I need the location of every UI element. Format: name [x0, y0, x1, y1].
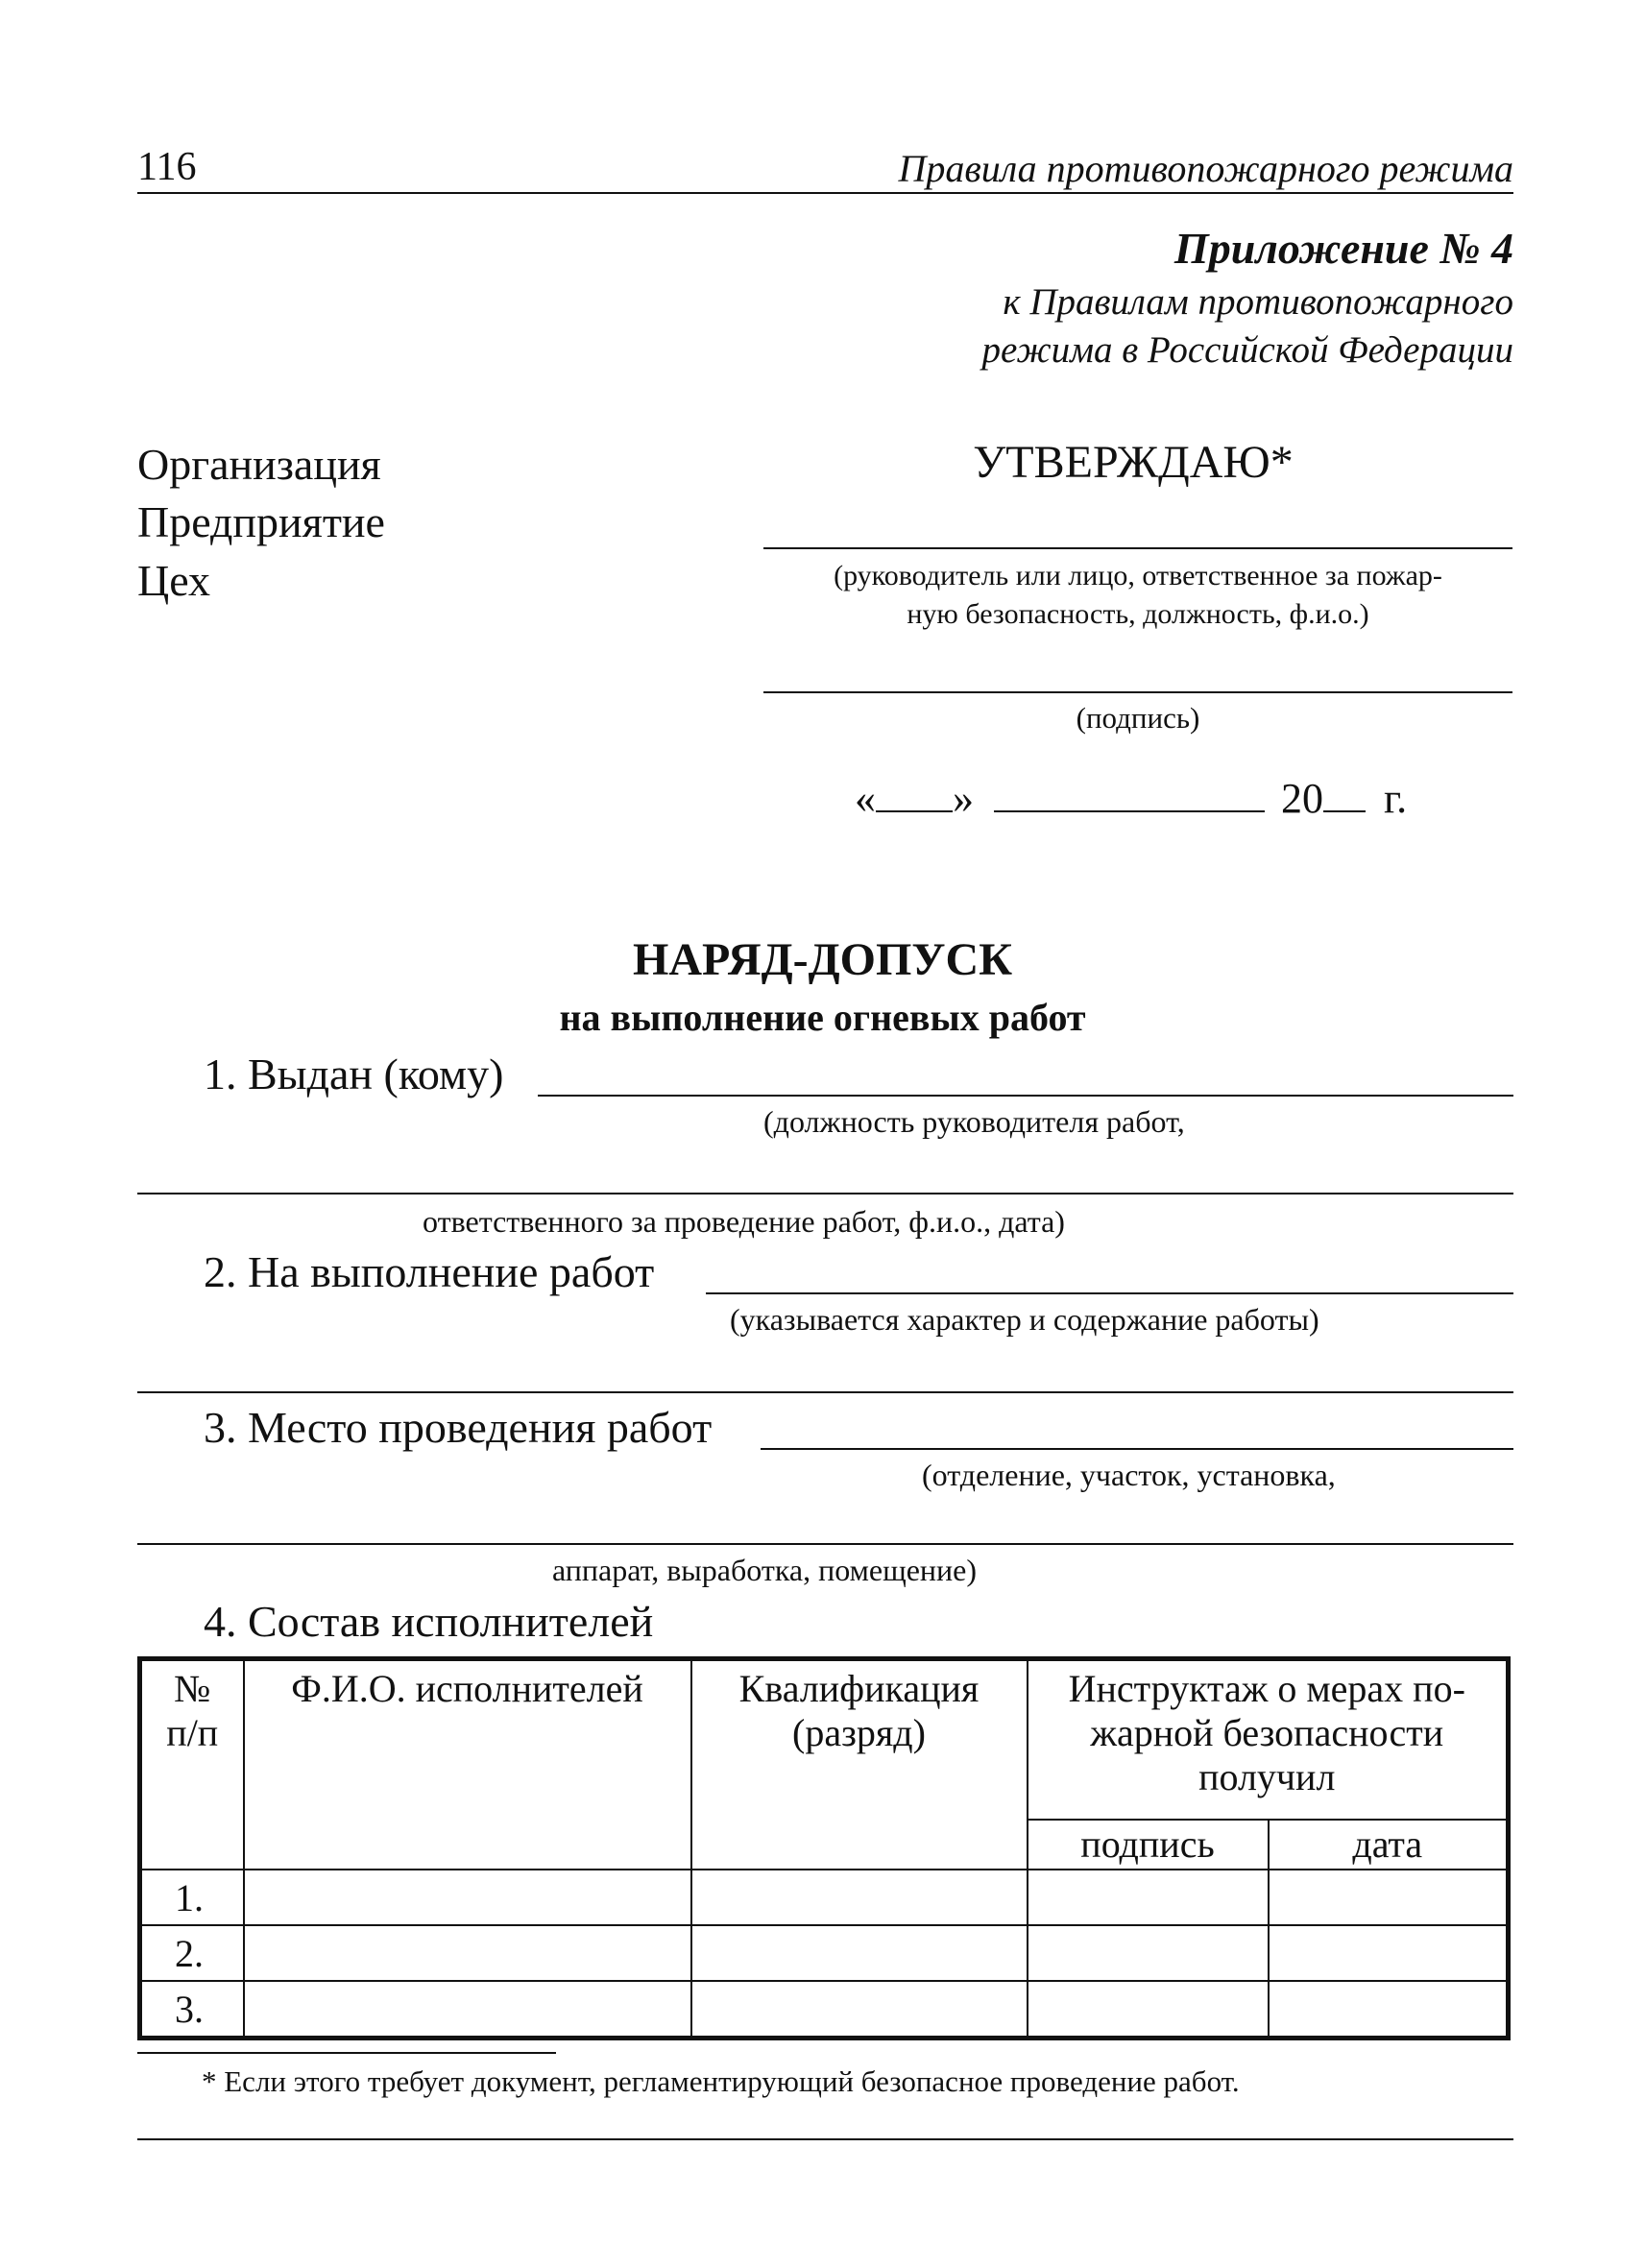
col-header-qualification [691, 1659, 1028, 1870]
issued-to-caption-1: (должность руководителя работ, [763, 1104, 1185, 1139]
work-field-2[interactable] [137, 1391, 1513, 1393]
signature-cell[interactable] [1028, 1870, 1269, 1925]
signature-cell[interactable] [1028, 1925, 1269, 1981]
signature-line[interactable] [763, 691, 1512, 693]
date-close-quote: » [953, 775, 974, 822]
col-header-briefing-3: получил [1198, 1755, 1336, 1798]
qualification-cell[interactable] [691, 1925, 1028, 1981]
table-row [140, 1870, 1509, 1925]
issued-to-field-2[interactable] [137, 1193, 1513, 1194]
col-header-qualification-2: (разряд) [792, 1711, 926, 1754]
document-subtitle: на выполнение огневых работ [559, 996, 1086, 1039]
place-caption-2: аппарат, выработка, помещение) [552, 1553, 978, 1587]
col-header-briefing-2: жарной безопасности [1090, 1711, 1444, 1754]
footnote: * Если этого требует документ, регламентирующий безопасное проведение работ. [202, 2064, 1240, 2098]
col-header-date: дата [1269, 1820, 1509, 1870]
crew-table [137, 1656, 1511, 2040]
issued-to-field[interactable] [538, 1095, 1513, 1097]
col-header-briefing-1: Инструктаж о мерах по- [1068, 1667, 1465, 1710]
work-label: 2. На выполнение работ [204, 1247, 655, 1296]
approver-caption [763, 557, 1512, 634]
page-number: 116 [137, 145, 197, 189]
crew-label: 4. Состав исполнителей [204, 1597, 654, 1646]
place-caption-1: (отделение, участок, установка, [922, 1458, 1336, 1492]
qualification-cell[interactable] [691, 1981, 1028, 2039]
issued-to-caption-2: ответственного за проведение работ, ф.и.о., дата) [423, 1204, 1065, 1239]
row-number: 3. [140, 1981, 244, 2039]
issued-to-label: 1. Выдан (кому) [204, 1050, 504, 1098]
approval-title: УТВЕРЖДАЮ* [973, 437, 1294, 488]
col-header-number [140, 1659, 244, 1870]
col-header-name: Ф.И.О. исполнителей [244, 1659, 691, 1870]
date-cell[interactable] [1269, 1925, 1509, 1981]
col-header-qualification-1: Квалификация [738, 1667, 980, 1710]
organization-label: Организация [137, 440, 381, 489]
name-cell[interactable] [244, 1981, 691, 2039]
signature-caption: (подпись) [1076, 701, 1200, 735]
approver-caption-line2: ную безопасность, должность, ф.и.о.) [907, 598, 1369, 630]
approval-date [855, 774, 1407, 823]
row-number: 1. [140, 1870, 244, 1925]
date-cell[interactable] [1269, 1870, 1509, 1925]
name-cell[interactable] [244, 1925, 691, 1981]
appendix-subtitle-line1: к Правилам противопожарного [1003, 281, 1513, 323]
approver-caption-line1: (руководитель или лицо, ответственное за пожар- [834, 560, 1442, 591]
appendix-title: Приложение № 4 [1173, 224, 1513, 273]
signature-cell[interactable] [1028, 1981, 1269, 2039]
row-number: 2. [140, 1925, 244, 1981]
table-row [140, 1981, 1509, 2039]
footnote-rule [137, 2052, 556, 2054]
day-blank[interactable] [876, 776, 953, 812]
workshop-label: Цех [137, 556, 211, 605]
work-field[interactable] [706, 1292, 1513, 1294]
work-caption: (указывается характер и содержание работы) [730, 1302, 1319, 1337]
col-header-signature: подпись [1028, 1820, 1269, 1870]
place-field[interactable] [761, 1448, 1513, 1450]
table-row [140, 1925, 1509, 1981]
year-prefix: 20 [1281, 775, 1323, 822]
bottom-rule [137, 2138, 1513, 2140]
place-label: 3. Место проведения работ [204, 1403, 713, 1452]
running-title: Правила противопожарного режима [898, 147, 1513, 190]
enterprise-label: Предприятие [137, 497, 385, 546]
header-rule [137, 192, 1513, 194]
appendix-subtitle-line2: режима в Российской Федерации [981, 329, 1513, 371]
date-cell[interactable] [1269, 1981, 1509, 2039]
document-title: НАРЯД-ДОПУСК [633, 934, 1012, 985]
qualification-cell[interactable] [691, 1870, 1028, 1925]
date-open-quote: « [855, 775, 876, 822]
place-field-2[interactable] [137, 1543, 1513, 1545]
year-suffix: г. [1384, 775, 1408, 822]
col-header-briefing [1028, 1659, 1509, 1820]
col-header-number-text: № п/п [166, 1667, 219, 1754]
year-blank[interactable] [1323, 776, 1366, 812]
month-blank[interactable] [994, 776, 1265, 812]
name-cell[interactable] [244, 1870, 691, 1925]
approver-name-line[interactable] [763, 547, 1512, 549]
